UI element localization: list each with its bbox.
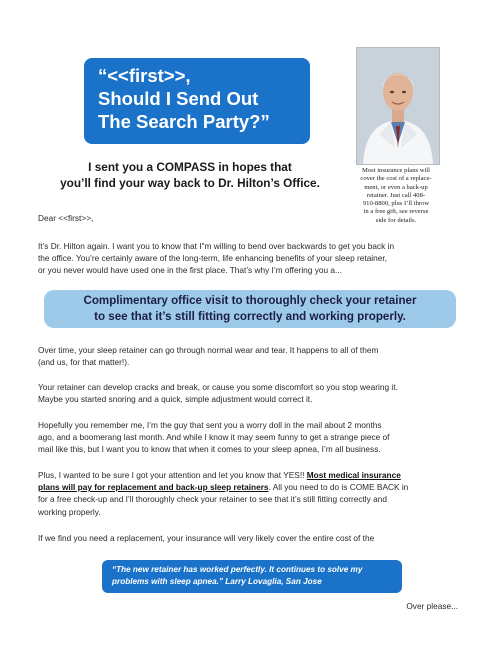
- paragraph-line: [38, 481, 470, 493]
- paragraph-line: (and us, for that matter!).: [38, 357, 130, 368]
- caption-line: retainer. Just call 408-: [366, 191, 426, 199]
- doctor-portrait-illustration: [357, 48, 439, 164]
- offer-line: Complimentary office visit to thoroughly check your retainer: [83, 294, 417, 307]
- subheadline: [40, 160, 340, 191]
- paragraph-line: for a free check-up and I’ll thoroughly check your retainer to see that it’s still fitting correctly and: [38, 494, 387, 505]
- paragraph-line: Your retainer can develop cracks and break, or cause you some discomfort so you stop wearing it.: [38, 382, 398, 392]
- testimonial-box: [102, 560, 402, 593]
- paragraph-text: . All you need to do is COME BACK in: [268, 482, 409, 493]
- over-please-note: Over please...: [406, 601, 458, 611]
- headline-box: [84, 58, 310, 144]
- headline-line: The Search Party?”: [98, 111, 270, 132]
- paragraph-line: working properly.: [38, 506, 101, 517]
- paragraph-line: It’s Dr. Hilton again. I want you to know that I"m willing to bend over backwards to get you back in: [38, 241, 395, 251]
- paragraph-text: Plus, I wanted to be sure I got your attention and let you know that YES!!: [38, 470, 307, 480]
- caption-line: side for details.: [375, 216, 417, 224]
- caption-line: in a free gift, see reverse: [363, 208, 429, 216]
- paragraph-line: Over time, your sleep retainer can go through normal wear and tear. It happens to all of them: [38, 345, 379, 355]
- doctor-photo: [356, 47, 440, 165]
- subheadline-line: I sent you a COMPASS in hopes that: [88, 160, 292, 174]
- paragraph-line: mail like this, but I want you to know that when it comes to your sleep apnea, I’m all business.: [38, 444, 381, 455]
- paragraph-line: [38, 469, 470, 481]
- greeting: Dear <<first>>,: [38, 213, 94, 223]
- insurance-emphasis: Most medical insurance: [306, 470, 401, 480]
- paragraph-wear: [38, 344, 470, 368]
- testimonial-line: “The new retainer has worked perfectly. It continues to solve my: [112, 565, 363, 574]
- intro-paragraph: [38, 240, 470, 277]
- paragraph-line: or you never would have used one in the first place. That’s why I’m offering you a...: [38, 265, 342, 276]
- caption-line: ment, or even a back-up: [364, 183, 428, 191]
- headline-line: Should I Send Out: [98, 88, 259, 109]
- paragraph-line: ago, and a boomerang last month. And while I know it may seem funny to get a strange piece of: [38, 432, 390, 443]
- paragraph-line: the office. You’re certainly aware of the long-term, life enhancing benefits of your sleep retainer,: [38, 253, 387, 264]
- headline-line: “<<first>>,: [98, 65, 191, 86]
- insurance-emphasis: plans will pay for replacement and back-up sleep retainers: [38, 482, 269, 493]
- caption-line: cover the cost of a replace-: [360, 175, 432, 183]
- paragraph-remember: [38, 419, 470, 456]
- paragraph-line: Hopefully you remember me, I’m the guy that sent you a worry doll in the mail about 2 months: [38, 420, 382, 430]
- caption-line: 910-8800, plus I’ll throw: [362, 200, 430, 208]
- paragraph-line: Maybe you started snoring and a quick, simple adjustment would correct it.: [38, 394, 313, 405]
- subheadline-line: you’ll find your way back to Dr. Hilton’s Office.: [60, 175, 320, 190]
- offer-line: to see that it’s still fitting correctly and working properly.: [94, 310, 406, 323]
- paragraph-replacement: If we find you need a replacement, your insurance will very likely cover the entire cost of the: [38, 533, 375, 543]
- offer-callout: [44, 290, 456, 328]
- testimonial-line: problems with sleep apnea.” Larry Lovaglia, San Jose: [112, 577, 322, 586]
- caption-line: Most insurance plans will: [362, 167, 430, 174]
- paragraph-cracks: [38, 381, 470, 405]
- paragraph-insurance: [38, 469, 470, 518]
